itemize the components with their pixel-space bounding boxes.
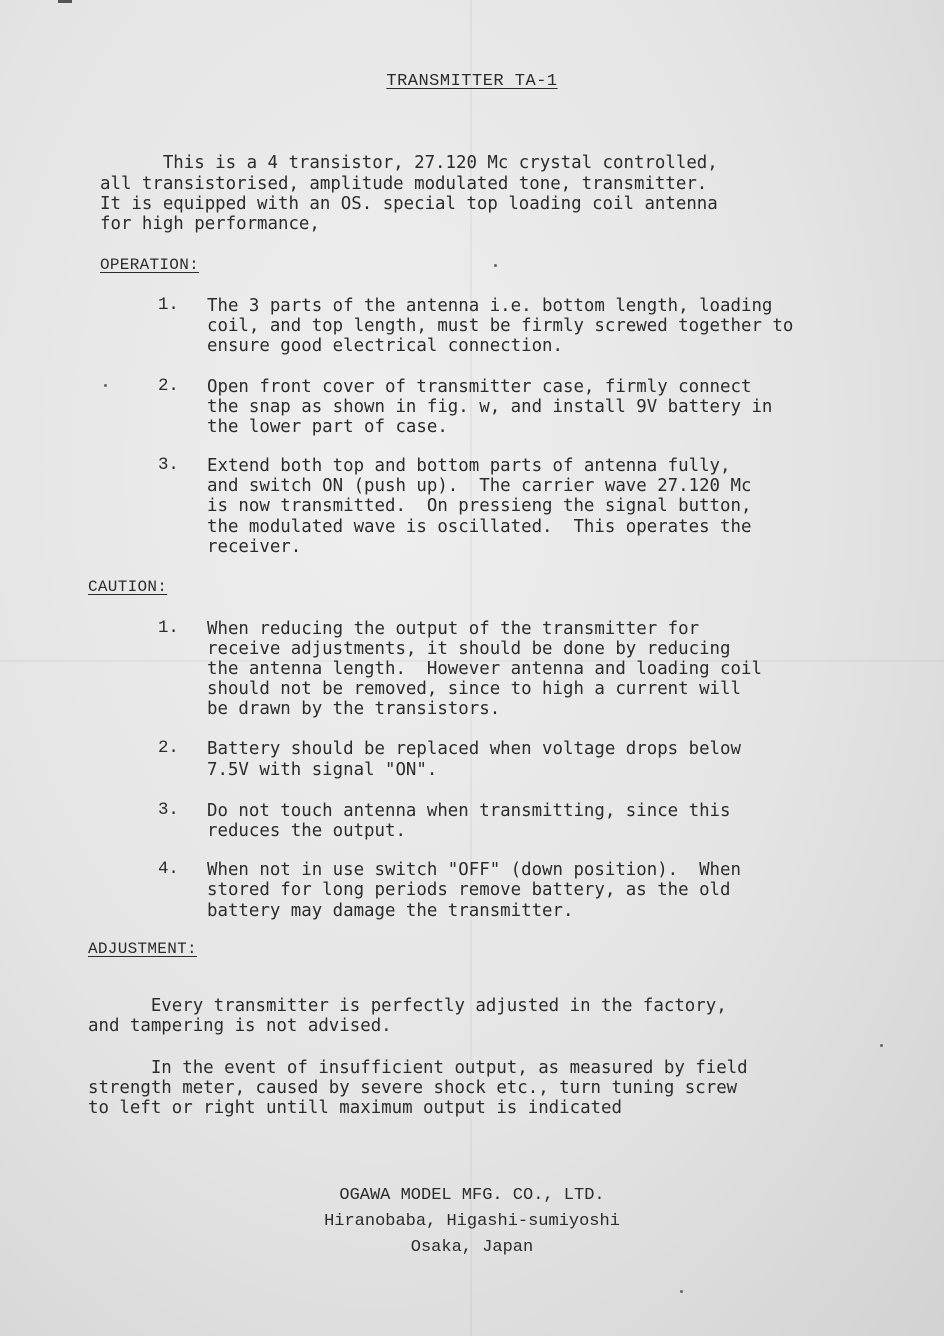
item-line: receive adjustments, it should be done by reducing — [207, 639, 731, 659]
adjustment-heading: ADJUSTMENT: — [88, 940, 197, 958]
item-line: Battery should be replaced when voltage drops below — [207, 739, 741, 759]
title-text: TRANSMITTER TA-1 — [386, 72, 558, 91]
item-line: receiver. — [207, 537, 302, 557]
item-number: 2. — [158, 377, 179, 396]
item-line: the snap as shown in fig. w, and install 9V battery in — [207, 397, 773, 417]
item-number: 3. — [158, 456, 179, 475]
item-line: and switch ON (push up). The carrier wave 27.120 Mc — [207, 476, 752, 496]
item-line: should not be removed, since to high a current will — [207, 679, 741, 699]
company-name: OGAWA MODEL MFG. CO., LTD. — [339, 1186, 605, 1205]
item-number: 3. — [158, 801, 179, 820]
item-number: 2. — [158, 739, 179, 758]
item-number: 1. — [158, 296, 179, 315]
item-line: battery may damage the transmitter. — [207, 901, 574, 921]
item-line: the antenna length. However antenna and loading coil — [207, 659, 762, 679]
item-line: Open front cover of transmitter case, firmly connect — [207, 377, 752, 397]
document-title — [0, 72, 944, 91]
item-line: reduces the output. — [207, 821, 406, 841]
company-footer — [0, 1183, 944, 1261]
item-number: 1. — [158, 619, 179, 638]
item-line: Extend both top and bottom parts of antenna fully, — [207, 456, 731, 476]
item-line: When not in use switch "OFF" (down position). When — [207, 860, 741, 880]
item-number: 4. — [158, 860, 179, 879]
paper-speck — [494, 264, 497, 267]
item-line: the lower part of case. — [207, 417, 448, 437]
adjustment-para1-line-2: and tampering is not advised. — [88, 1016, 392, 1036]
adjustment-para1-line-1: Every transmitter is perfectly adjusted in the factory, — [88, 996, 727, 1016]
paper-speck — [680, 1290, 683, 1293]
intro-line-4: for high performance, — [100, 214, 320, 234]
item-line: Do not touch antenna when transmitting, since this — [207, 801, 731, 821]
intro-line-1: This is a 4 transistor, 27.120 Mc crystal controlled, — [100, 153, 718, 173]
caution-heading: CAUTION: — [88, 578, 168, 596]
intro-line-3: It is equipped with an OS. special top loading coil antenna — [100, 194, 718, 214]
item-line: coil, and top length, must be firmly screwed together to — [207, 316, 794, 336]
intro-line-2: all transistorised, amplitude modulated tone, transmitter. — [100, 174, 708, 194]
adjustment-para2-line-3: to left or right untill maximum output is indicated — [88, 1098, 622, 1118]
paper-speck — [104, 384, 107, 387]
item-line: The 3 parts of the antenna i.e. bottom length, loading — [207, 296, 773, 316]
paper-speck — [880, 1044, 883, 1047]
company-address-line-2: Osaka, Japan — [410, 1238, 534, 1257]
item-line: is now transmitted. On pressieng the signal button, — [207, 496, 752, 516]
edge-mark — [58, 0, 72, 3]
item-line: When reducing the output of the transmitter for — [207, 619, 700, 639]
operation-heading: OPERATION: — [100, 256, 200, 274]
item-line: the modulated wave is oscillated. This operates the — [207, 517, 752, 537]
item-line: 7.5V with signal "ON". — [207, 760, 438, 780]
adjustment-para2-line-2: strength meter, caused by severe shock etc., turn tuning screw — [88, 1078, 738, 1098]
adjustment-para2-line-1: In the event of insufficient output, as measured by field — [88, 1058, 748, 1078]
company-address-line-1: Hiranobaba, Higashi-sumiyoshi — [324, 1212, 620, 1231]
item-line: ensure good electrical connection. — [207, 336, 563, 356]
item-line: stored for long periods remove battery, as the old — [207, 880, 731, 900]
item-line: be drawn by the transistors. — [207, 699, 501, 719]
